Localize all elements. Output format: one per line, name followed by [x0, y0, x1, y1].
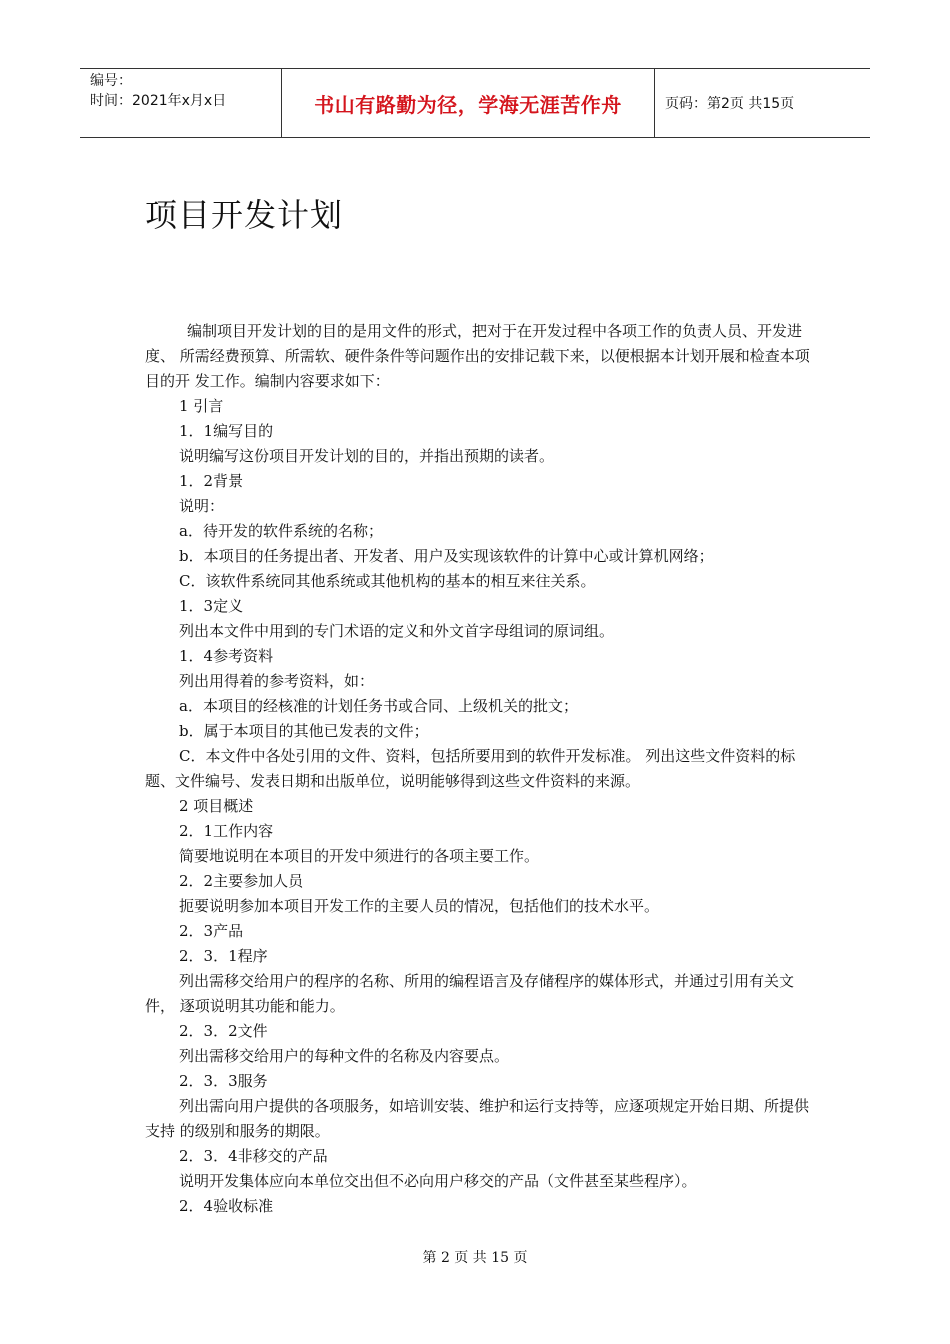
list-item: C．本文件中各处引用的文件、资料，包括所要用到的软件开发标准。 列出这些文件资料的标题、文件编号、发表日期和出版单位，说明能够得到这些文件资料的来源。 — [145, 747, 796, 790]
list-item: a．本项目的经核准的计划任务书或合同、上级机关的批文； — [179, 697, 578, 715]
list-item: C．该软件系统同其他系统或其他机构的基本的相互来往关系。 — [179, 572, 596, 590]
intro-paragraph: 编制项目开发计划的目的是用文件的形式，把对于在开发过程中各项工作的负责人员、开发进度、 所需经费预算、所需软、硬件条件等问题作出的安排记载下来，以便根据本计划开展和检查本项目的开 发工作。编制内容要求如下： — [145, 322, 810, 390]
subsection-heading: 2．3产品 — [179, 922, 244, 940]
subsection-heading: 2．2主要参加人员 — [179, 872, 304, 890]
list-item: b．属于本项目的其他已发表的文件； — [179, 722, 429, 740]
subsection-heading: 2．3．1程序 — [179, 947, 268, 965]
body-line: 说明： — [179, 497, 225, 515]
subsection-heading: 2．3．2文件 — [179, 1022, 268, 1040]
body-line: 列出需向用户提供的各项服务，如培训安装、维护和运行支持等，应逐项规定开始日期、所提供支持 的级别和服务的期限。 — [145, 1097, 810, 1140]
body-line: 列出本文件中用到的专门术语的定义和外文首字母组词的原词组。 — [179, 622, 615, 640]
subsection-heading: 2．3．3服务 — [179, 1072, 268, 1090]
document-body — [145, 319, 817, 1219]
list-item: b．本项目的任务提出者、开发者、用户及实现该软件的计算中心或计算机网络； — [179, 547, 714, 565]
body-line: 说明编写这份项目开发计划的目的，并指出预期的读者。 — [179, 447, 555, 465]
body-line: 列出需移交给用户的每种文件的名称及内容要点。 — [179, 1047, 510, 1065]
subsection-heading: 1．2背景 — [179, 472, 244, 490]
subsection-heading: 1．4参考资料 — [179, 647, 274, 665]
time-label: 时间：2021年x月x日 — [90, 93, 227, 109]
section-heading: 2 项目概述 — [179, 797, 254, 815]
body-line: 列出用得着的参考资料，如： — [179, 672, 375, 690]
document-header — [80, 68, 870, 138]
subsection-heading: 1．1编写目的 — [179, 422, 274, 440]
body-line: 简要地说明在本项目的开发中须进行的各项主要工作。 — [179, 847, 540, 865]
body-line: 列出需移交给用户的程序的名称、所用的编程语言及存储程序的媒体形式，并通过引用有关文件， 逐项说明其功能和能力。 — [145, 972, 795, 1015]
header-meta-cell — [80, 69, 282, 137]
section-heading: 1 引言 — [179, 397, 224, 415]
body-line: 扼要说明参加本项目开发工作的主要人员的情况，包括他们的技术水平。 — [179, 897, 660, 915]
subsection-heading: 2．1工作内容 — [179, 822, 274, 840]
subsection-heading: 1．3定义 — [179, 597, 244, 615]
page-title: 项目开发计划 — [145, 196, 344, 234]
subsection-heading: 2．4验收标准 — [179, 1197, 274, 1215]
header-motto: 书山有路勤为径，学海无涯苦作舟 — [282, 69, 655, 137]
page-footer: 第 2 页 共 15 页 — [422, 1250, 528, 1266]
subsection-heading: 2．3．4非移交的产品 — [179, 1147, 328, 1165]
list-item: a．待开发的软件系统的名称； — [179, 522, 383, 540]
body-line: 说明开发集体应向本单位交出但不必向用户移交的产品（文件甚至某些程序）。 — [179, 1172, 697, 1190]
header-page-info: 页码：第2页 共15页 — [665, 96, 795, 112]
number-label: 编号： — [90, 73, 132, 89]
